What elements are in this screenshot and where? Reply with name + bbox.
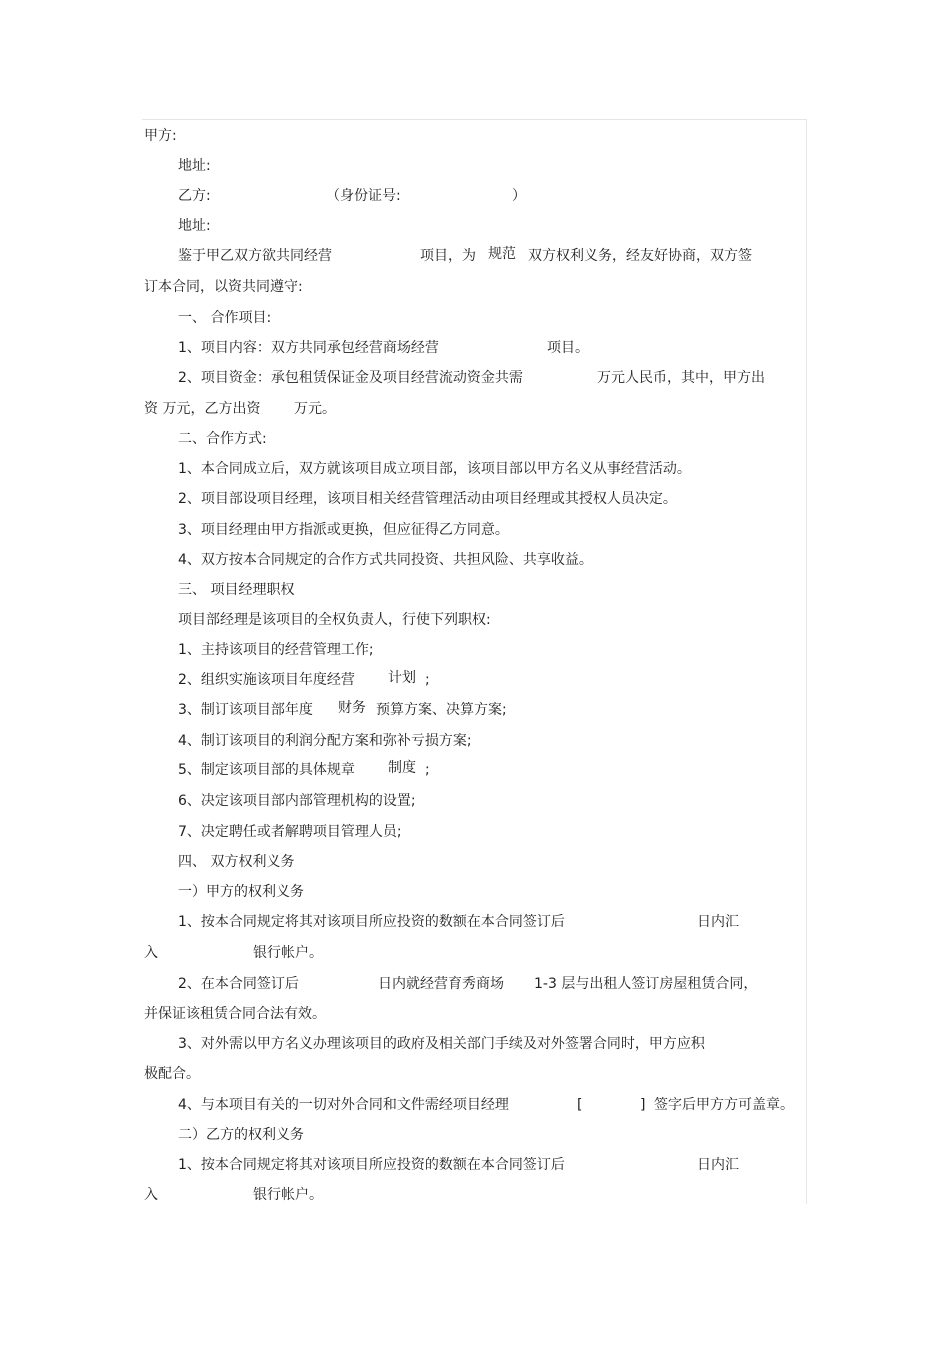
clause-4a-4-bracket-close: ] [640,1097,646,1113]
clause-4b-1-part1: 1、按本合同规定将其对该项目所应投资的数额在本合同签订后 [178,1157,565,1173]
section-4-heading: 四、 双方权利义务 [178,854,295,870]
clause-3-3-emphasis: 财务 [338,700,366,716]
clause-3-4: 4、制订该项目的利润分配方案和弥补亏损方案; [178,733,472,749]
preamble-part3: 双方权利义务，经友好协商，双方签 [528,248,752,264]
clause-4a-3-part2: 极配合。 [144,1066,200,1082]
id-number-label: （身份证号: [326,188,401,204]
clause-3-5-emphasis: 制度 [388,760,416,776]
clause-4a-1-part2: 日内汇 [697,914,739,930]
clause-1-2-part3: 资 万元，乙方出资 [144,401,261,417]
clause-4b-1-part3: 入 [144,1187,158,1203]
clause-3-7: 7、决定聘任或者解聘项目管理人员; [178,824,402,840]
section-1-heading: 一、 合作项目: [178,310,272,326]
preamble-part2: 项目，为 [420,248,476,264]
clause-4a-4-part2: 签字后甲方方可盖章。 [654,1097,794,1113]
address-b-label: 地址: [178,218,211,234]
clause-4a-1-part1: 1、按本合同规定将其对该项目所应投资的数额在本合同签订后 [178,914,565,930]
preamble-emphasis: 规范 [488,246,516,262]
clause-2-3: 3、项目经理由甲方指派或更换，但应征得乙方同意。 [178,522,509,538]
section-2-heading: 二、合作方式: [178,431,267,447]
clause-4a-4-part1: 4、与本项目有关的一切对外合同和文件需经项目经理 [178,1097,509,1113]
clause-4a-1-part3: 入 [144,945,158,961]
preamble-part1: 鉴于甲乙双方欲共同经营 [178,248,332,264]
clause-4a-2-part3: 1-3 层与出租人签订房屋租赁合同， [534,976,758,992]
clause-4b-1-part4: 银行帐户。 [253,1187,323,1203]
subsection-party-b: 二）乙方的权利义务 [178,1127,304,1143]
clause-4a-2-part2: 日内就经营育秀商场 [378,976,504,992]
clause-1-2-part4: 万元。 [294,401,336,417]
clause-3-6: 6、决定该项目部内部管理机构的设置; [178,793,416,809]
clause-3-2-part2: ; [425,672,430,688]
clause-4a-3-part1: 3、对外需以甲方名义办理该项目的政府及相关部门手续及对外签署合同时，甲方应积 [178,1036,705,1052]
clause-3-3-part2: 预算方案、决算方案; [376,702,507,718]
clause-4a-1-part4: 银行帐户。 [253,945,323,961]
clause-3-2-part1: 2、组织实施该项目年度经营 [178,672,355,688]
section-3-intro: 项目部经理是该项目的全权负责人，行使下列职权: [178,612,491,628]
clause-4a-2-part4: 并保证该租赁合同合法有效。 [144,1006,326,1022]
party-b-label: 乙方: [178,188,211,204]
clause-4a-4-bracket-open: [ [577,1097,583,1113]
party-a-label: 甲方: [144,128,177,144]
clause-3-2-emphasis: 计划 [388,670,416,686]
clause-1-2-part2: 万元人民币，其中，甲方出 [597,370,765,386]
clause-3-5-part1: 5、制定该项目部的具体规章 [178,762,355,778]
id-number-close: ） [512,188,526,204]
clause-3-1: 1、主持该项目的经营管理工作; [178,642,374,658]
clause-1-1-part1: 1、项目内容：双方共同承包经营商场经营 [178,340,439,356]
clause-1-2-part1: 2、项目资金：承包租赁保证金及项目经营流动资金共需 [178,370,523,386]
preamble-continued: 订本合同，以资共同遵守: [144,279,303,295]
clause-1-1-part2: 项目。 [547,340,589,356]
subsection-party-a: 一）甲方的权利义务 [178,884,304,900]
clause-4b-1-part2: 日内汇 [697,1157,739,1173]
address-a-label: 地址: [178,158,211,174]
clause-2-1: 1、本合同成立后，双方就该项目成立项目部，该项目部以甲方名义从事经营活动。 [178,461,691,477]
clause-3-5-part2: ; [425,762,430,778]
clause-4a-2-part1: 2、在本合同签订后 [178,976,299,992]
clause-3-3-part1: 3、制订该项目部年度 [178,702,313,718]
section-3-heading: 三、 项目经理职权 [178,582,295,598]
clause-2-4: 4、双方按本合同规定的合作方式共同投资、共担风险、共享收益。 [178,552,593,568]
clause-2-2: 2、项目部设项目经理，该项目相关经营管理活动由项目经理或其授权人员决定。 [178,491,677,507]
